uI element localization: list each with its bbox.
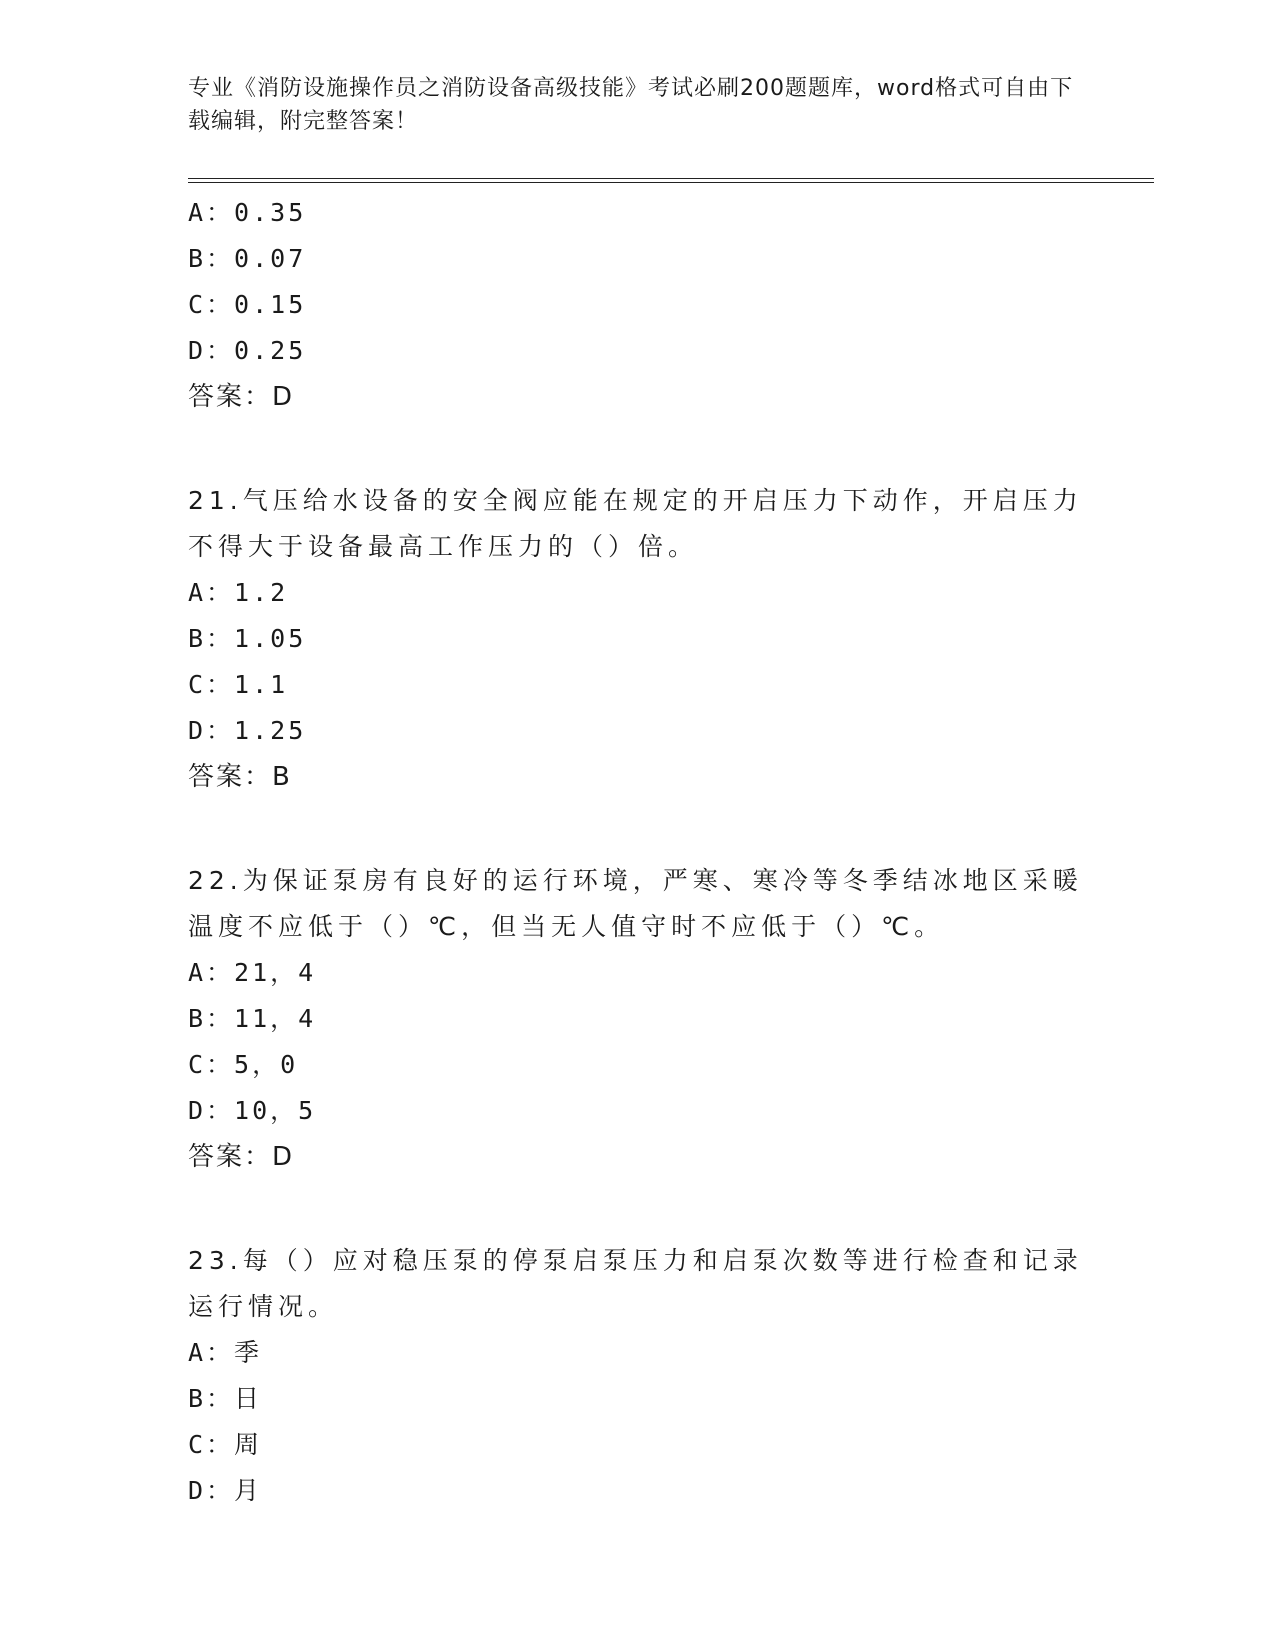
option-b: B：0.07 (188, 244, 307, 273)
question-21 (188, 478, 1088, 800)
document-header (188, 72, 1088, 138)
question-stem: 23.每（）应对稳压泵的停泵启泵压力和启泵次数等进行检查和记录运行情况。 (188, 1246, 1083, 1321)
option-c: C：1.1 (188, 670, 289, 699)
question-list (188, 190, 1088, 1514)
option-a: A：0.35 (188, 198, 307, 227)
answer: 答案：D (188, 1142, 295, 1172)
option-a: A：21，4 (188, 958, 317, 987)
answer: 答案：B (188, 762, 292, 792)
option-d: D：月 (188, 1476, 263, 1505)
option-c: C：0.15 (188, 290, 307, 319)
answer: 答案：D (188, 382, 295, 412)
option-a: A：1.2 (188, 578, 289, 607)
question-stem: 22.为保证泵房有良好的运行环境，严寒、寒冷等冬季结冰地区采暖温度不应低于（）℃，但当无人值守时不应低于（）℃。 (188, 866, 1083, 941)
question-22 (188, 858, 1088, 1180)
option-d: D：10，5 (188, 1096, 317, 1125)
option-b: B：日 (188, 1384, 263, 1413)
option-c: C：5，0 (188, 1050, 299, 1079)
question-stem: 21.气压给水设备的安全阀应能在规定的开启压力下动作，开启压力不得大于设备最高工作压力的（）倍。 (188, 486, 1083, 561)
option-d: D：1.25 (188, 716, 307, 745)
option-b: B：1.05 (188, 624, 307, 653)
option-c: C：周 (188, 1430, 263, 1459)
question-23 (188, 1238, 1088, 1514)
option-b: B：11，4 (188, 1004, 317, 1033)
option-d: D：0.25 (188, 336, 307, 365)
question-20-partial (188, 190, 1088, 420)
option-a: A：季 (188, 1338, 263, 1367)
header-divider-top (188, 178, 1154, 179)
header-divider-bottom (188, 182, 1154, 183)
header-title: 专业《消防设施操作员之消防设备高级技能》考试必刷200题题库，word格式可自由下载编辑，附完整答案！ (188, 76, 1074, 134)
